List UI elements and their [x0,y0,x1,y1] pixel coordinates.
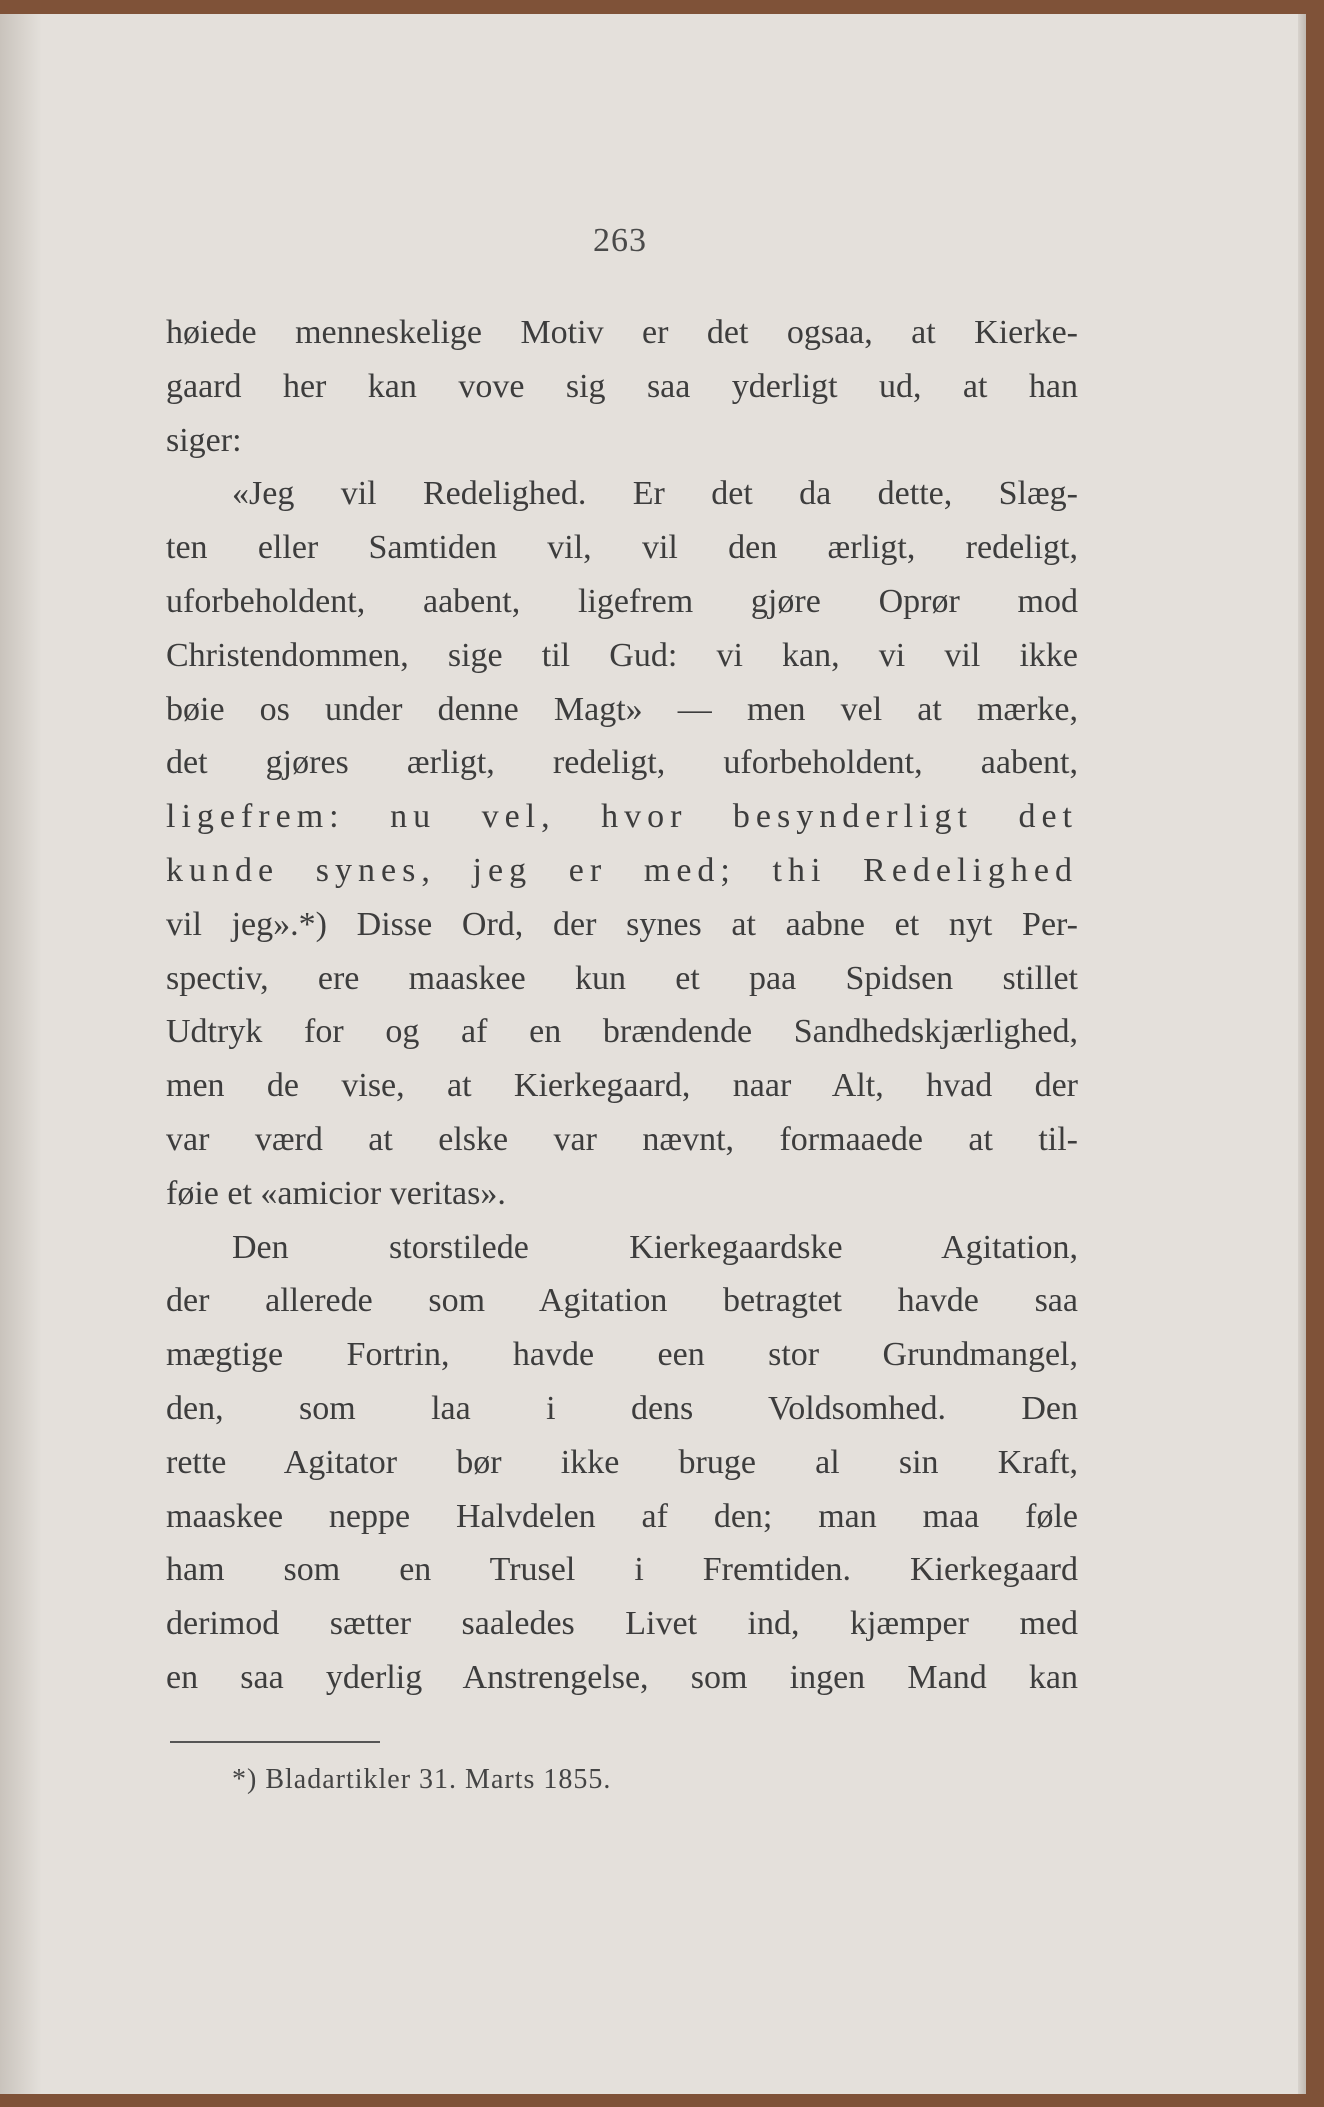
text-line: uforbeholdent, aabent, ligefrem gjøre Oprør mod [166,582,1078,620]
text-line: spectiv, ere maaskee kun et paa Spidsen stillet [166,959,1078,997]
page-edge [1298,14,1306,2094]
text-line: en saa yderlig Anstrengelse, som ingen Mand kan [166,1658,1078,1696]
text-line: «Jeg vil Redelighed. Er det da dette, Slæg- [232,475,1078,513]
text-line: men de vise, at Kierkegaard, naar Alt, hvad der [166,1067,1078,1105]
footnote-divider [170,1741,380,1743]
text-line: gaard her kan vove sig saa yderligt ud, at han [166,367,1078,405]
gutter-shadow [0,14,42,2094]
text-line: ham som en Trusel i Fremtiden. Kierkegaard [166,1551,1078,1589]
body-text [166,306,1078,1705]
text-line: det gjøres ærligt, redeligt, uforbeholdent, aabent, [166,744,1078,782]
text-line: den, som laa i dens Voldsomhed. Den [166,1389,1078,1427]
text-line: høiede menneskelige Motiv er det ogsaa, at Kierke- [166,314,1078,351]
text-line: der allerede som Agitation betragtet havde saa [166,1282,1078,1320]
book-page [0,14,1306,2094]
text-line: mægtige Fortrin, havde een stor Grundmangel, [166,1336,1078,1374]
text-line: vil jeg».*) Disse Ord, der synes at aabne et nyt Per- [166,905,1078,943]
footnote: *) Bladartikler 31. Marts 1855. [232,1764,612,1795]
text-line: derimod sætter saaledes Livet ind, kjæmper med [166,1605,1078,1643]
page-number: 263 [593,222,647,259]
text-line: Den storstilede Kierkegaardske Agitation, [232,1228,1078,1266]
text-line: var værd at elske var nævnt, formaaede at til- [166,1120,1078,1158]
text-line: maaskee neppe Halvdelen af den; man maa føle [166,1497,1078,1535]
text-line: bøie os under denne Magt» — men vel at mærke, [166,690,1078,728]
text-line: ligefrem: nu vel, hvor besynderligt det [166,798,1078,836]
text-line: kunde synes, jeg er med; thi Redelighed [166,851,1078,889]
text-line: Christendommen, sige til Gud: vi kan, vi vil ikke [166,636,1078,674]
text-line: ten eller Samtiden vil, vil den ærligt, redeligt, [166,529,1078,567]
text-line: siger: [166,421,242,459]
text-line: føie et «amicior veritas». [166,1174,506,1212]
text-line: Udtryk for og af en brændende Sandhedskjærlighed, [166,1013,1078,1051]
text-line: rette Agitator bør ikke bruge al sin Kraft, [166,1443,1078,1481]
